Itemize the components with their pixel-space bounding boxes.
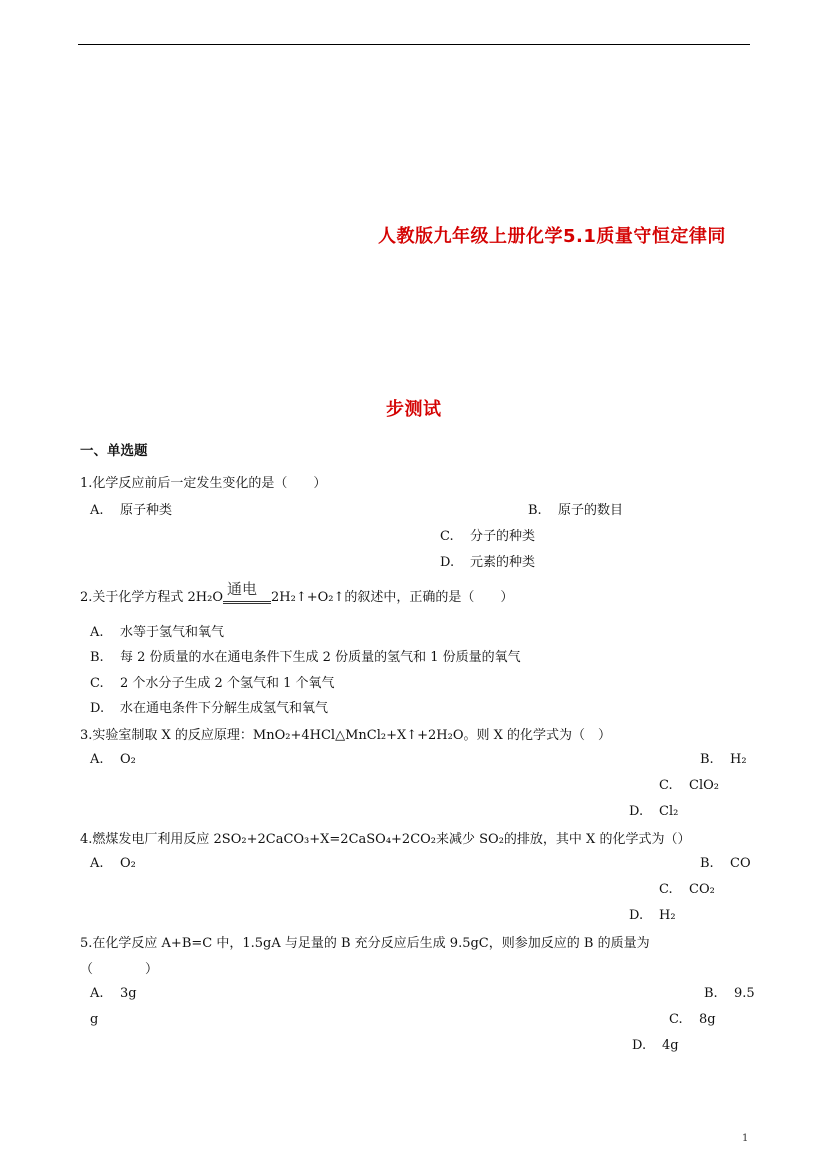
q2-option-d: D. 水在通电条件下分解生成氢气和氧气 [90, 701, 329, 716]
q2-option-a: A. 水等于氢气和氧气 [90, 625, 225, 640]
question-3-stem: 3.实验室制取 X 的反应原理：MnO₂+4HCl△MnCl₂+X↑+2H₂O。则 X 的化学式为（ ） [80, 728, 612, 743]
q2-option-b: B. 每 2 份质量的水在通电条件下生成 2 份质量的氢气和 1 份质量的氧气 [90, 650, 521, 665]
question-5-stem-line2: （ ） [80, 962, 159, 977]
q4-option-a: A. O₂ [90, 856, 136, 871]
q1-option-b: B. 原子的数目 [528, 503, 624, 518]
header-rule [78, 44, 750, 45]
section-heading: 一、单选题 [80, 443, 148, 459]
q1-option-c: C. 分子的种类 [440, 529, 536, 544]
q5-option-c: C. 8g [669, 1012, 716, 1027]
q5-option-d: D. 4g [632, 1038, 679, 1053]
question-4-stem: 4.燃煤发电厂利用反应 2SO₂+2CaCO₃+X=2CaSO₄+2CO₂来减少 SO₂的排放，其中 X 的化学式为（） [80, 832, 691, 847]
q2-condition: 通电 [227, 580, 258, 598]
question-5-stem: 5.在化学反应 A+B=C 中，1.5gA 与足量的 B 充分反应后生成 9.5gC，则参加反应的 B 的质量为 [80, 936, 650, 951]
title-line-2: 步测试 [386, 399, 442, 420]
q3-option-d: D. Cl₂ [629, 804, 679, 819]
q2-stem-prefix: 2.关于化学方程式 2H₂O [80, 590, 224, 605]
q3-option-c: C. ClO₂ [659, 778, 719, 793]
q2-stem-suffix: 2H₂↑+O₂↑的叙述中，正确的是（ ） [271, 590, 514, 605]
q2-option-c: C. 2 个水分子生成 2 个氢气和 1 个氧气 [90, 676, 335, 691]
q4-option-c: C. CO₂ [659, 882, 715, 897]
q4-option-b: B. CO [700, 856, 751, 871]
page-number: 1 [742, 1133, 749, 1144]
question-2-stem [80, 580, 514, 605]
q1-option-a: A. 原子种类 [90, 503, 173, 518]
q2-condition-arrow [223, 580, 271, 605]
q5-option-a: A. 3g [90, 986, 137, 1001]
q5-option-b-unit: g [90, 1012, 99, 1027]
q3-option-b: B. H₂ [700, 752, 747, 767]
q5-option-b: B. 9.5 [704, 986, 755, 1001]
q4-option-d: D. H₂ [629, 908, 676, 923]
q1-option-d: D. 元素的种类 [440, 555, 536, 570]
title-line-1: 人教版九年级上册化学5.1质量守恒定律同 [378, 226, 726, 247]
question-1-stem: 1.化学反应前后一定发生变化的是（ ） [80, 476, 327, 491]
q3-option-a: A. O₂ [90, 752, 136, 767]
